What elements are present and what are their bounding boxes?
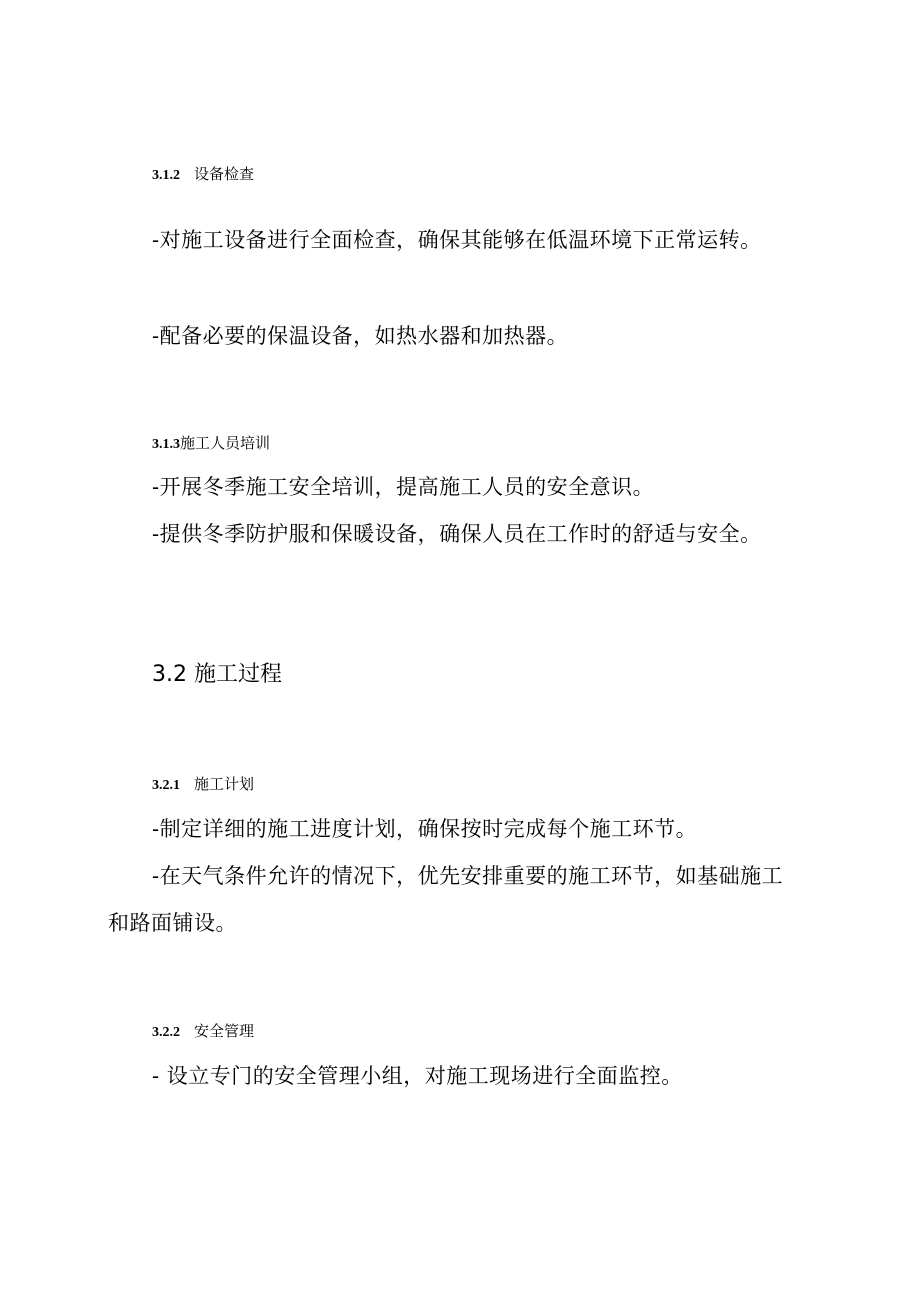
section-number: 3.1.3 (152, 437, 180, 452)
heading-3-1-2 (152, 165, 254, 186)
heading-3-2: 3.2 施工过程 (152, 662, 282, 687)
paragraph: -提供冬季防护服和保暖设备，确保人员在工作时的舒适与安全。 (152, 522, 762, 546)
paragraph: -配备必要的保温设备，如热水器和加热器。 (152, 324, 569, 348)
paragraph: -开展冬季施工安全培训，提高施工人员的安全意识。 (152, 475, 655, 499)
paragraph: -制定详细的施工进度计划，确保按时完成每个施工环节。 (152, 817, 698, 841)
section-number: 3.1.2 (152, 168, 180, 183)
section-number: 3.2.2 (152, 1025, 180, 1040)
section-title: 安全管理 (194, 1023, 255, 1040)
heading-3-2-1 (152, 775, 254, 796)
heading-3-1-3 (152, 434, 270, 455)
section-title: 施工计划 (194, 776, 255, 793)
paragraph: -对施工设备进行全面检查，确保其能够在低温环境下正常运转。 (152, 228, 762, 252)
section-title: 设备检查 (194, 166, 255, 183)
section-number: 3.2.1 (152, 778, 180, 793)
paragraph: -在天气条件允许的情况下，优先安排重要的施工环节，如基础施工和路面铺设。 (108, 864, 784, 935)
section-title: 施工人员培训 (180, 435, 271, 452)
heading-3-2-2 (152, 1022, 254, 1043)
paragraph: - 设立专门的安全管理小组，对施工现场进行全面监控。 (152, 1064, 683, 1088)
